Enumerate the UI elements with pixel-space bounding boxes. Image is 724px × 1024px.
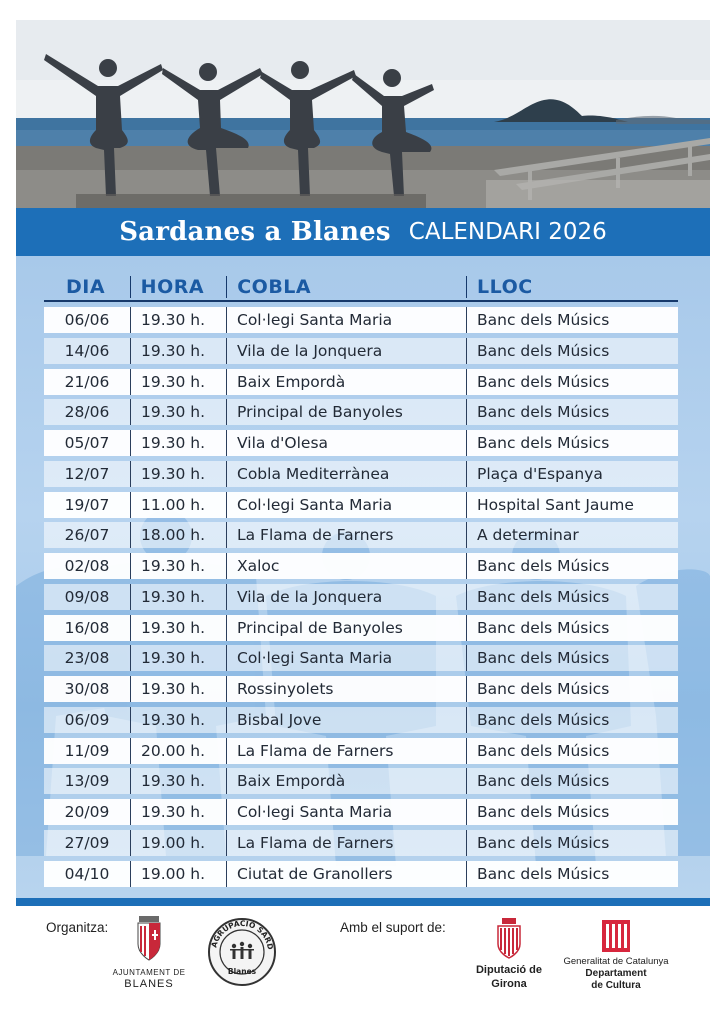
table-row [44, 553, 678, 579]
cell-cobla: Bisbal Jove [226, 707, 466, 733]
cell-cobla: Col·legi Santa Maria [226, 799, 466, 825]
ajuntament-logo [106, 914, 192, 1000]
cell-hora: 19.30 h. [130, 430, 226, 456]
table-rows [44, 307, 678, 887]
cell-lloc: Plaça d'Espanya [466, 461, 678, 487]
cell-lloc: Banc dels Músics [466, 768, 678, 794]
cell-hora: 20.00 h. [130, 738, 226, 764]
table-row [44, 430, 678, 456]
cell-dia: 09/08 [64, 587, 110, 606]
cell-lloc: Banc dels Músics [466, 369, 678, 395]
generalitat-emblem-icon [554, 916, 678, 956]
cell-dia: 13/09 [64, 772, 110, 791]
table-row [44, 830, 678, 856]
cell-dia: 30/08 [64, 680, 110, 698]
cell-lloc: Banc dels Músics [466, 430, 678, 456]
cell-lloc: Banc dels Músics [466, 615, 678, 641]
table-row [44, 338, 678, 364]
generalitat-logo [554, 916, 678, 1002]
cell-hora: 19.30 h. [130, 553, 226, 579]
cell-hora: 19.30 h. [130, 707, 226, 733]
column-header-cobla: COBLA [226, 276, 466, 298]
cell-cobla: Col·legi Santa Maria [226, 492, 466, 518]
cell-hora: 19.30 h. [130, 338, 226, 364]
generalitat-name-line3: de Cultura [591, 980, 641, 991]
cell-lloc: Banc dels Músics [466, 338, 678, 364]
cell-cobla: Cobla Mediterrànea [226, 461, 466, 487]
girona-shield-icon [468, 916, 550, 962]
hero-photo [16, 20, 710, 208]
cell-cobla: Principal de Banyoles [226, 399, 466, 425]
table-row [44, 615, 678, 641]
cell-lloc: Banc dels Músics [466, 645, 678, 671]
cell-hora: 19.30 h. [130, 645, 226, 671]
cell-lloc: Banc dels Músics [466, 307, 678, 333]
cell-dia: 21/06 [64, 372, 110, 391]
table-row [44, 461, 678, 487]
generalitat-name-line1: Generalitat de Catalunya [563, 956, 669, 967]
table-row [44, 369, 678, 395]
cell-hora: 19.30 h. [130, 399, 226, 425]
cell-dia: 16/08 [64, 618, 110, 637]
cell-hora: 19.30 h. [130, 461, 226, 487]
page-title: Sardanes a Blanes [119, 217, 391, 247]
cell-hora: 18.00 h. [130, 522, 226, 548]
cell-cobla: Col·legi Santa Maria [226, 307, 466, 333]
svg-text:Blanes: Blanes [227, 967, 257, 976]
cell-dia: 23/08 [64, 649, 110, 668]
cell-lloc: Banc dels Músics [466, 830, 678, 856]
table-header [44, 268, 678, 302]
table-row [44, 522, 678, 548]
cell-dia: 14/06 [64, 341, 110, 360]
cell-dia: 05/07 [64, 434, 110, 452]
cell-cobla: La Flama de Farners [226, 522, 466, 548]
cell-lloc: Banc dels Músics [466, 676, 678, 702]
cell-dia: 02/08 [64, 557, 110, 575]
cell-dia: 26/07 [64, 526, 110, 545]
diputacio-name-line1: Diputació de [475, 964, 542, 976]
cell-cobla: Col·legi Santa Maria [226, 645, 466, 671]
sardanista-seal-icon [206, 916, 278, 988]
cell-lloc: Banc dels Músics [466, 553, 678, 579]
diputacio-girona-logo [468, 916, 550, 1002]
cell-lloc: Hospital Sant Jaume [466, 492, 678, 518]
svg-text:AGRUPACIÓ SARDANISTA: AGRUPACIÓ SARD [209, 918, 275, 951]
table-row [44, 738, 678, 764]
cell-cobla: Baix Empordà [226, 768, 466, 794]
table-row [44, 399, 678, 425]
cell-lloc: Banc dels Músics [466, 399, 678, 425]
column-header-lloc: LLOC [466, 276, 678, 298]
table-row [44, 861, 678, 887]
title-band [16, 208, 710, 256]
ajuntament-name-line1: AJUNTAMENT DE [112, 968, 186, 977]
cell-hora: 19.30 h. [130, 799, 226, 825]
cell-cobla: Xaloc [226, 553, 466, 579]
agrupacio-sardanista-seal [206, 916, 278, 988]
blanes-shield-icon [106, 914, 192, 964]
cell-dia: 11/09 [64, 741, 110, 760]
cell-hora: 19.30 h. [130, 369, 226, 395]
cell-cobla: Vila de la Jonquera [226, 584, 466, 610]
cell-dia: 12/07 [64, 464, 110, 483]
calendar-table [44, 268, 678, 891]
cell-lloc: Banc dels Músics [466, 738, 678, 764]
cell-dia: 06/06 [64, 311, 110, 329]
cell-lloc: Banc dels Músics [466, 861, 678, 887]
cell-dia: 04/10 [64, 864, 110, 883]
calendar-body [16, 256, 710, 900]
cell-hora: 19.00 h. [130, 861, 226, 887]
cell-lloc: Banc dels Músics [466, 799, 678, 825]
footer [0, 906, 724, 1024]
cell-cobla: Vila de la Jonquera [226, 338, 466, 364]
cell-hora: 19.30 h. [130, 676, 226, 702]
cell-cobla: Vila d'Olesa [226, 430, 466, 456]
cell-hora: 19.30 h. [130, 615, 226, 641]
cell-hora: 19.30 h. [130, 768, 226, 794]
table-row [44, 676, 678, 702]
table-row [44, 707, 678, 733]
cell-lloc: Banc dels Músics [466, 707, 678, 733]
suport-label: Amb el suport de: [340, 920, 446, 935]
cell-hora: 19.30 h. [130, 307, 226, 333]
cell-dia: 19/07 [64, 495, 110, 514]
table-row [44, 307, 678, 333]
cell-dia: 06/09 [64, 710, 110, 729]
ajuntament-name-line2: BLANES [124, 978, 174, 990]
cell-cobla: Rossinyolets [226, 676, 466, 702]
cell-lloc: Banc dels Músics [466, 584, 678, 610]
cell-hora: 19.00 h. [130, 830, 226, 856]
cell-hora: 11.00 h. [130, 492, 226, 518]
cell-hora: 19.30 h. [130, 584, 226, 610]
table-row [44, 645, 678, 671]
cell-cobla: La Flama de Farners [226, 738, 466, 764]
table-row [44, 768, 678, 794]
page-subtitle: CALENDARI 2026 [408, 219, 607, 245]
bottom-band [16, 898, 710, 906]
cell-cobla: Ciutat de Granollers [226, 861, 466, 887]
cell-dia: 27/09 [64, 833, 110, 852]
organitza-label: Organitza: [46, 920, 109, 935]
cell-dia: 20/09 [64, 803, 110, 821]
diputacio-name-line2: Girona [491, 978, 527, 990]
cell-cobla: Principal de Banyoles [226, 615, 466, 641]
table-row [44, 799, 678, 825]
cell-lloc: A determinar [466, 522, 678, 548]
dancers-silhouette-image [16, 20, 710, 208]
cell-dia: 28/06 [64, 403, 110, 422]
column-header-dia: DIA [66, 276, 106, 298]
generalitat-name-line2: Departament [585, 968, 647, 979]
column-header-hora: HORA [130, 276, 227, 298]
cell-cobla: La Flama de Farners [226, 830, 466, 856]
table-row [44, 584, 678, 610]
table-row [44, 492, 678, 518]
cell-cobla: Baix Empordà [226, 369, 466, 395]
